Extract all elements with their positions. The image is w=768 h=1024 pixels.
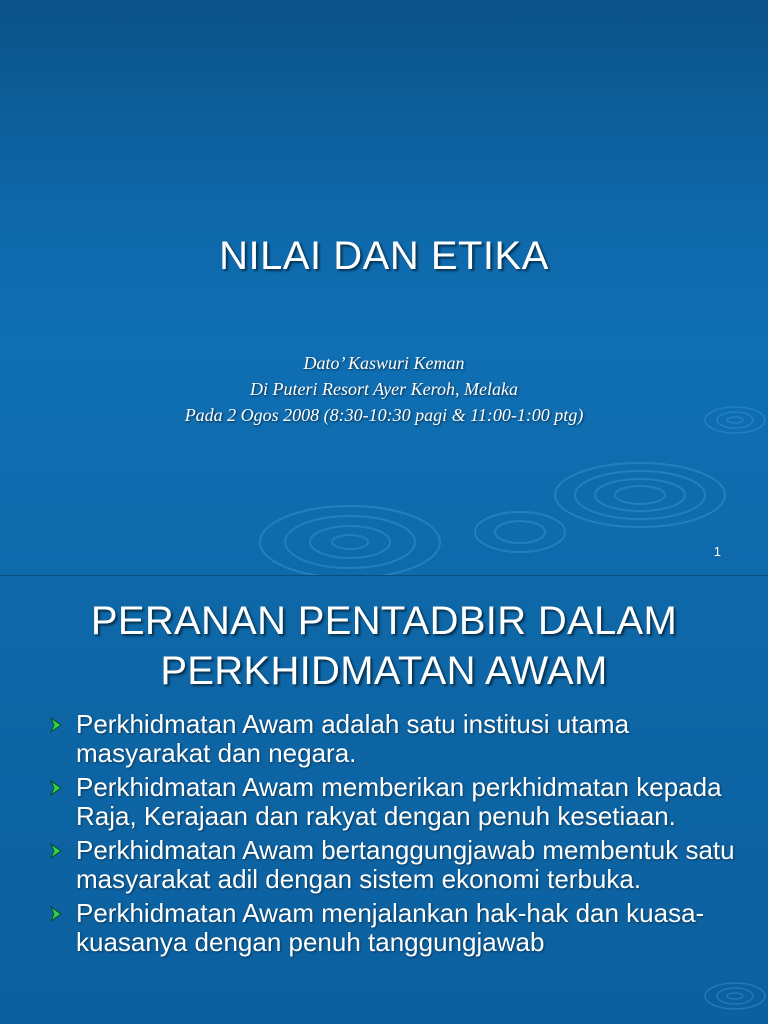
bullet-text: Perkhidmatan Awam bertanggungjawab membentuk satu masyarakat adil dengan sistem ekonomi terbuka. (76, 835, 735, 894)
bullet-item (46, 710, 746, 768)
bullet-list (46, 710, 746, 962)
bullet-text: Perkhidmatan Awam memberikan perkhidmatan kepada Raja, Kerajaan dan rakyat dengan penuh kesetiaan. (76, 772, 722, 831)
arrow-bullet-icon (48, 714, 64, 736)
bullet-text: Perkhidmatan Awam adalah satu institusi utama masyarakat dan negara. (76, 709, 630, 768)
date-line: Pada 2 Ogos 2008 (8:30-10:30 pagi & 11:00-1:00 ptg) (184, 405, 584, 425)
slide-title: NILAI DAN ETIKA (219, 234, 549, 278)
bullet-item (46, 899, 746, 957)
arrow-bullet-icon (48, 903, 64, 925)
arrow-bullet-icon (48, 840, 64, 862)
bullet-item (46, 773, 746, 831)
slide-2 (0, 576, 768, 1024)
author-line: Dato’ Kaswuri Keman (303, 353, 465, 373)
page-number: 1 (713, 544, 721, 559)
title-line-1: PERANAN PENTADBIR DALAM (90, 599, 678, 643)
venue-line: Di Puteri Resort Ayer Keroh, Melaka (250, 379, 518, 399)
bullet-item (46, 836, 746, 894)
bullet-text: Perkhidmatan Awam menjalankan hak-hak dan kuasa-kuasanya dengan penuh tanggungjawab (76, 898, 705, 957)
title-line-2: PERKHIDMATAN AWAM (160, 649, 608, 693)
slide-title (0, 596, 768, 696)
arrow-bullet-icon (48, 777, 64, 799)
